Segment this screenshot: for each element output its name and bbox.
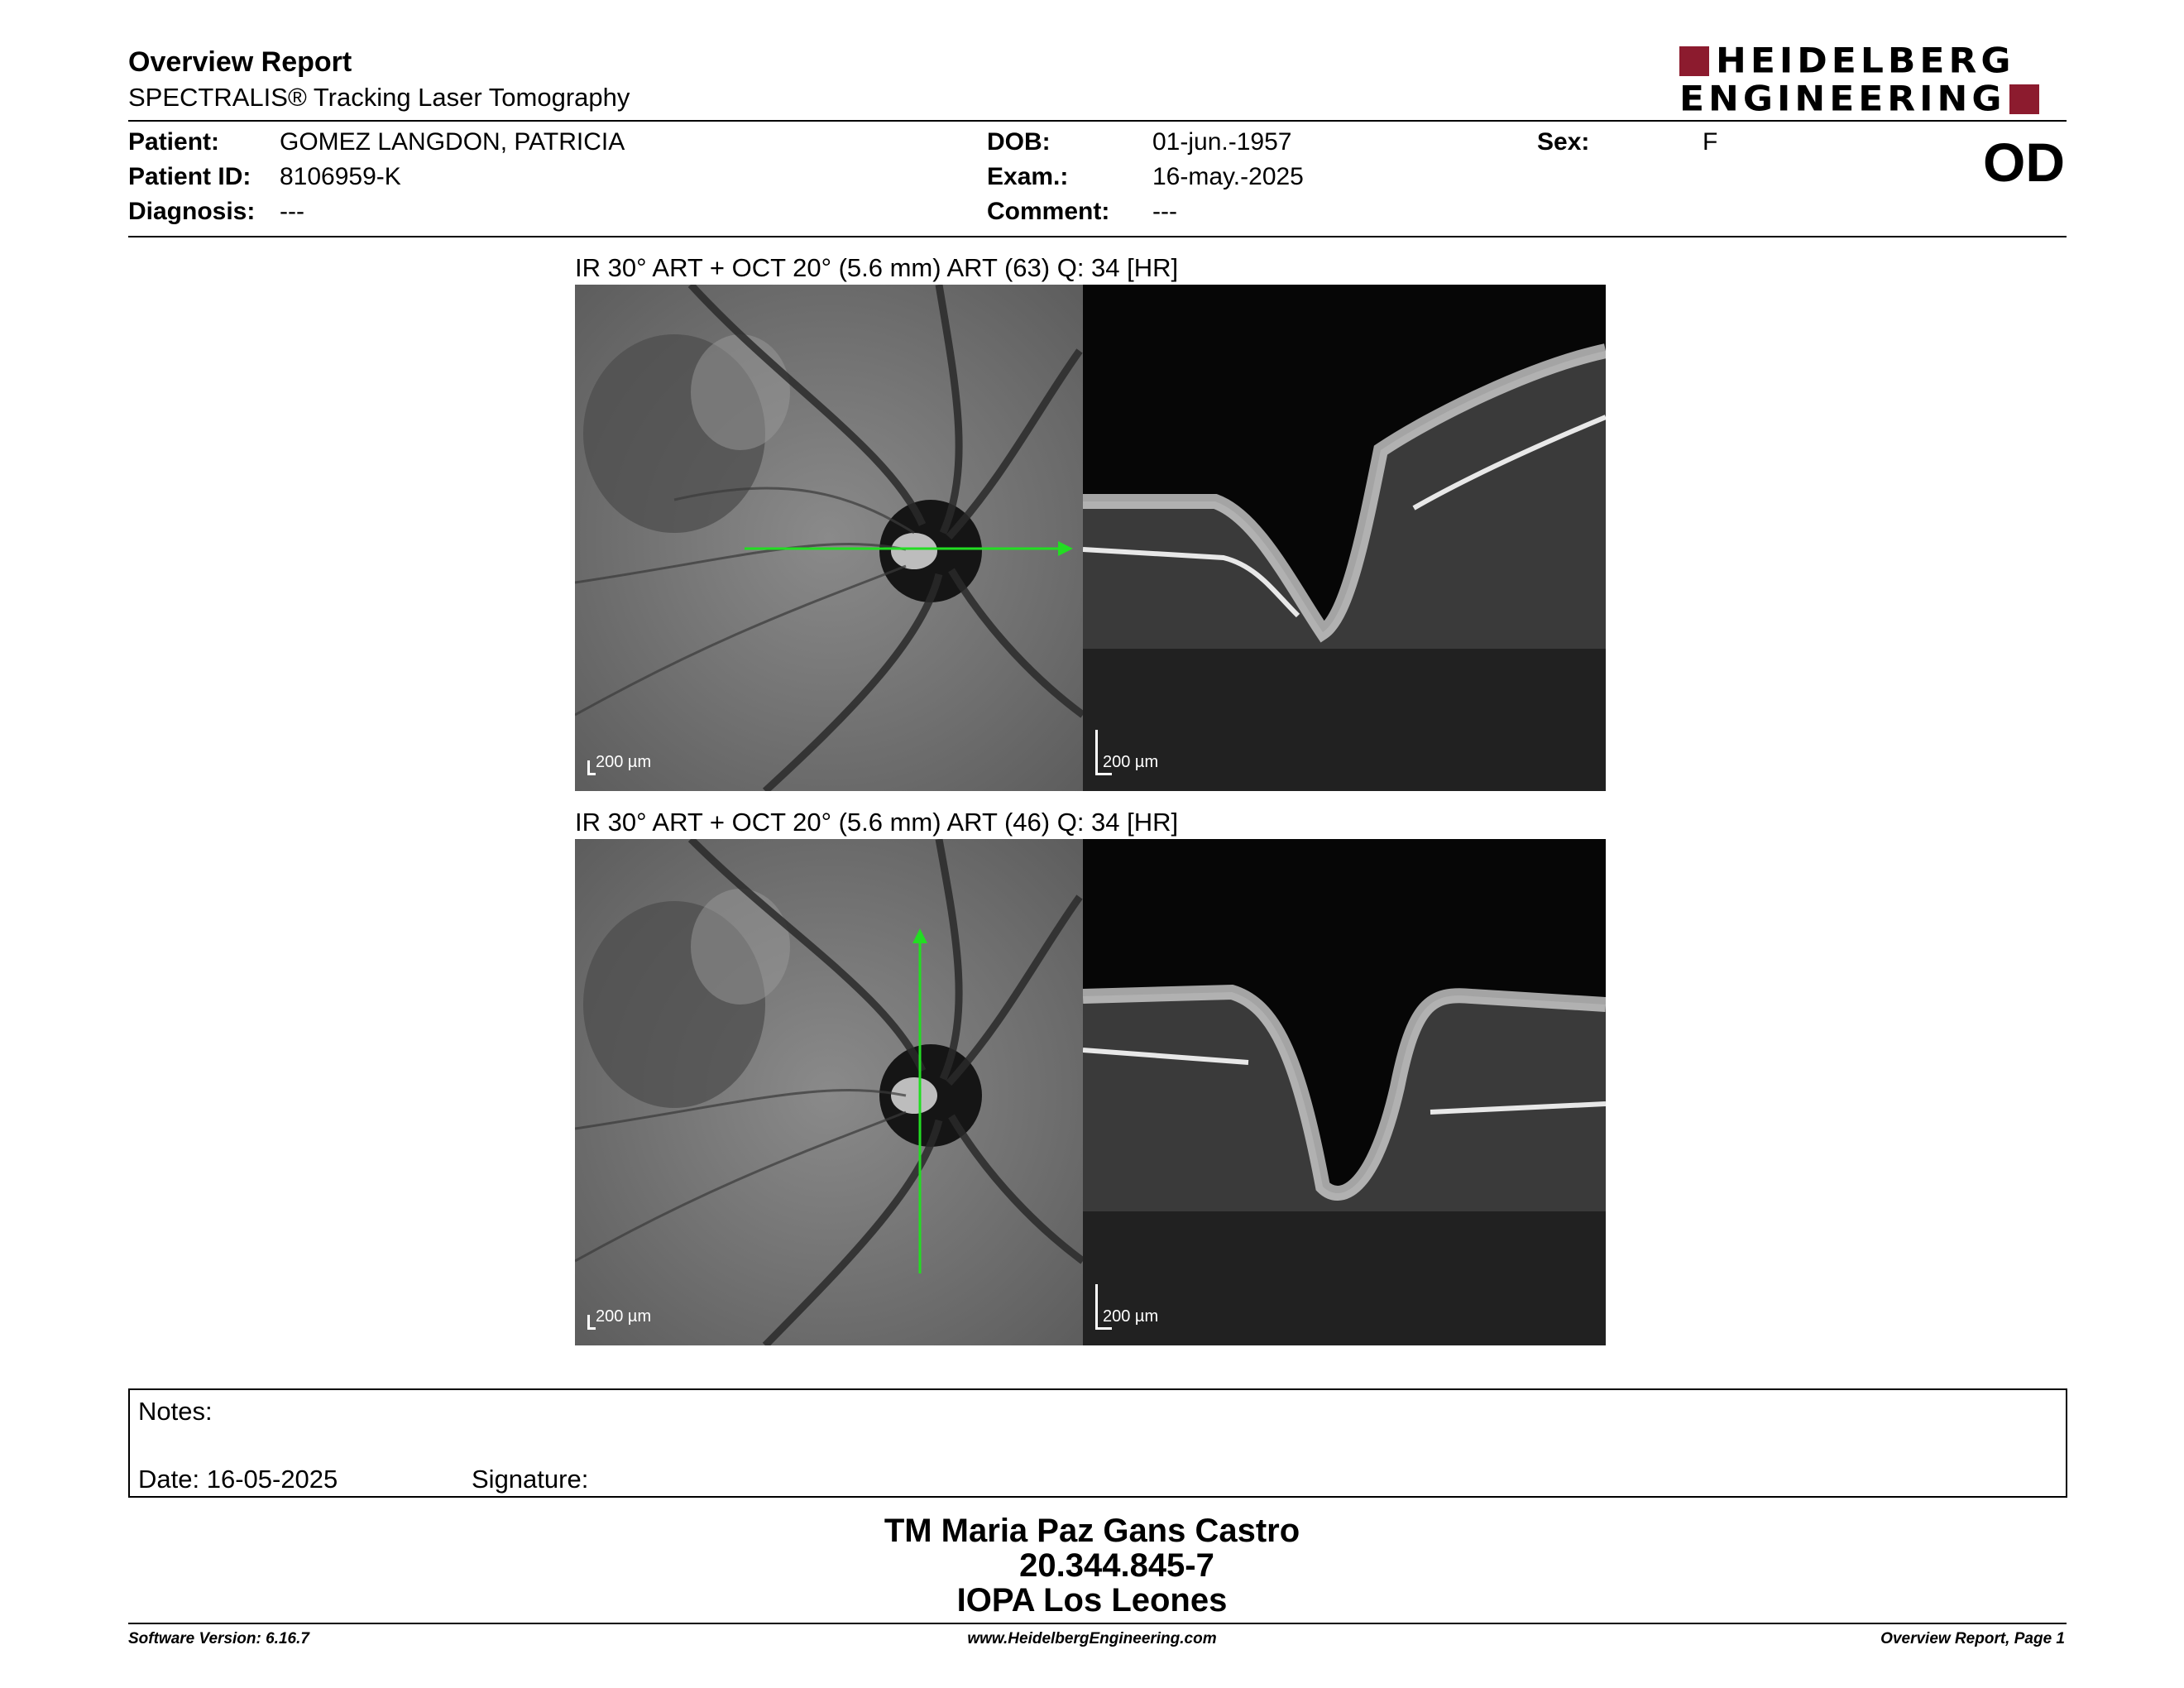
oct-render <box>1083 839 1606 1345</box>
footer-rule <box>128 1623 2067 1624</box>
signatory-name: TM Maria Paz Gans Castro <box>884 1513 1300 1549</box>
date-label: Date: 16-05-2025 <box>138 1465 338 1494</box>
patient-label: Patient: <box>128 128 220 156</box>
scan2-oct-scale: 200 µm <box>1103 1307 1159 1326</box>
patient-name: GOMEZ LANGDON, PATRICIA <box>280 128 625 156</box>
scan2-caption: IR 30° ART + OCT 20° (5.6 mm) ART (46) Q: 34 [HR] <box>575 808 1179 837</box>
dob-value: 01-jun.-1957 <box>1152 128 1292 156</box>
exam-value: 16-may.-2025 <box>1152 163 1304 190</box>
comment-value: --- <box>1152 198 1177 225</box>
scan2-fundus-scale: 200 µm <box>596 1307 652 1326</box>
scan2-oct-image <box>1083 839 1606 1345</box>
comment-label: Comment: <box>987 198 1110 225</box>
diagnosis-value: --- <box>280 198 304 225</box>
logo-line2: ENGINEERING <box>1679 79 2006 119</box>
scan1-oct-scale: 200 µm <box>1103 753 1159 771</box>
page-number: Overview Report, Page 1 <box>1880 1630 2065 1647</box>
notes-box <box>128 1388 2067 1498</box>
scan1-fundus-image <box>575 285 1083 791</box>
signature-label: Signature: <box>472 1465 589 1494</box>
eye-label: OD <box>1983 132 2065 193</box>
patient-id-label: Patient ID: <box>128 163 251 190</box>
signatory-institution: IOPA Los Leones <box>956 1582 1228 1618</box>
dob-label: DOB: <box>987 128 1051 156</box>
oct-render <box>1083 285 1606 791</box>
sex-value: F <box>1703 128 1718 156</box>
software-version: Software Version: 6.16.7 <box>128 1630 309 1647</box>
report-title: Overview Report <box>128 46 352 78</box>
sex-label: Sex: <box>1537 128 1590 156</box>
logo-square-right <box>2009 84 2039 114</box>
scan1-caption: IR 30° ART + OCT 20° (5.6 mm) ART (63) Q: 34 [HR] <box>575 253 1179 282</box>
header-rule-bottom <box>128 236 2067 237</box>
signatory-rut: 20.344.845-7 <box>1019 1547 1214 1584</box>
patient-id: 8106959-K <box>280 163 401 190</box>
notes-label: Notes: <box>138 1397 213 1426</box>
heidelberg-logo <box>1679 41 2060 119</box>
scan1-fundus-scale: 200 µm <box>596 753 652 771</box>
report-subtitle: SPECTRALIS® Tracking Laser Tomography <box>128 83 630 112</box>
logo-square-left <box>1679 46 1709 76</box>
fundus-render <box>575 285 1083 791</box>
logo-line1: HEIDELBERG <box>1716 41 2015 81</box>
scan2-fundus-image <box>575 839 1083 1345</box>
header-rule-top <box>128 120 2067 122</box>
scan1-oct-image <box>1083 285 1606 791</box>
website-link[interactable]: www.HeidelbergEngineering.com <box>967 1630 1217 1647</box>
diagnosis-label: Diagnosis: <box>128 198 256 225</box>
exam-label: Exam.: <box>987 163 1069 190</box>
fundus-render <box>575 839 1083 1345</box>
